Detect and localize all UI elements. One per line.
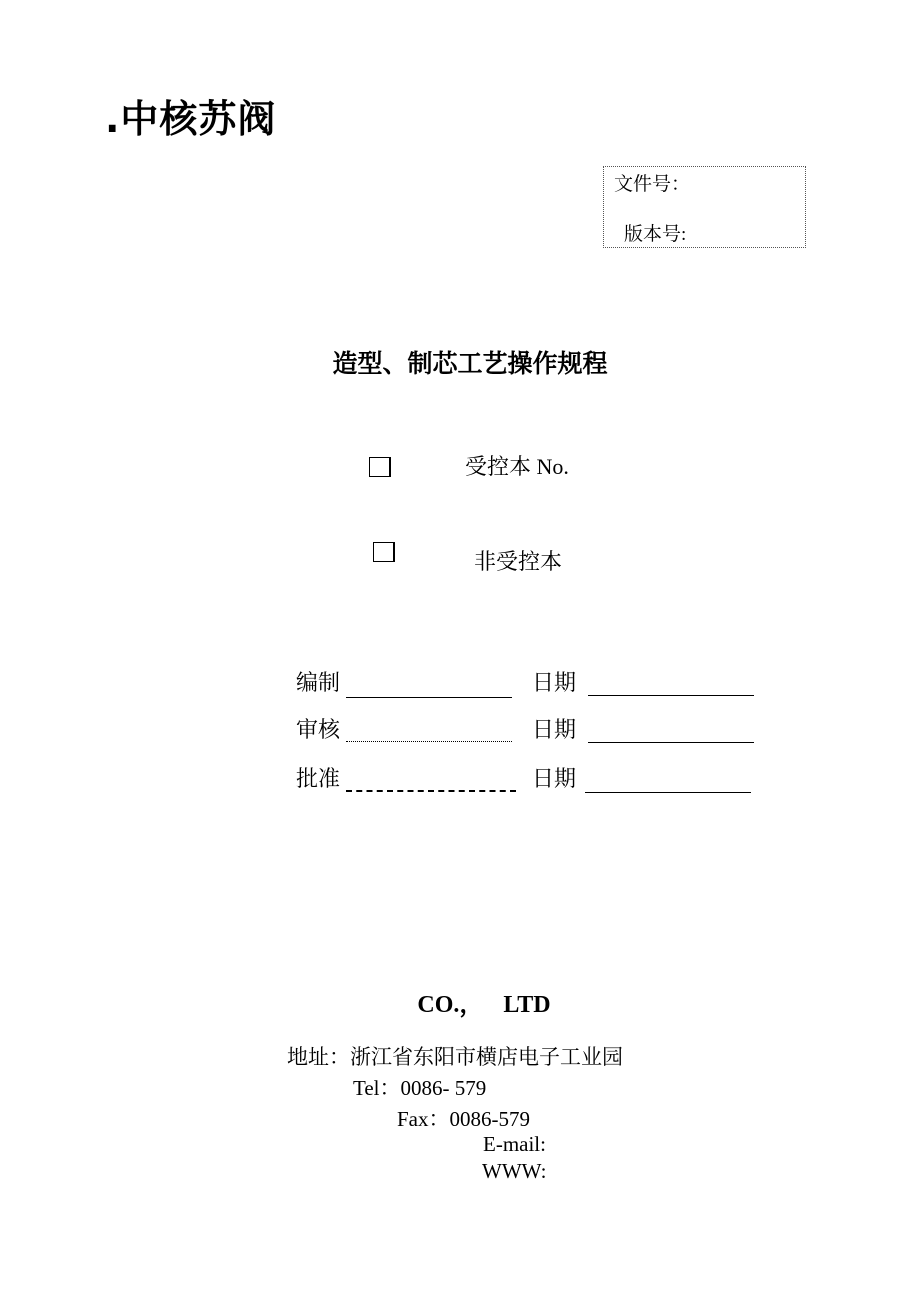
approved-by-label: 批准 bbox=[296, 766, 341, 791]
doc-number-label: 文件号： bbox=[614, 174, 691, 195]
approved-by-line[interactable] bbox=[346, 790, 516, 792]
prepared-date-line[interactable] bbox=[588, 695, 754, 696]
document-title: 造型、制芯工艺操作规程 bbox=[332, 349, 608, 378]
controlled-copy-label: 受控本 No. bbox=[465, 454, 569, 479]
company-name: .中核苏阀 bbox=[105, 97, 277, 141]
prepared-date-label: 日期 bbox=[532, 670, 577, 695]
approved-date-label: 日期 bbox=[532, 766, 577, 791]
prepared-by-line[interactable] bbox=[346, 697, 512, 698]
document-info-box bbox=[603, 166, 806, 248]
reviewed-by-label: 审核 bbox=[296, 717, 341, 742]
approved-date-line[interactable] bbox=[585, 792, 751, 793]
telephone: Tel：0086- 579 bbox=[353, 1076, 487, 1100]
address: 地址：浙江省东阳市横店电子工业园 bbox=[287, 1045, 623, 1069]
reviewed-by-line[interactable] bbox=[346, 741, 512, 742]
fax: Fax：0086-579 bbox=[397, 1107, 530, 1131]
controlled-copy-checkbox[interactable] bbox=[369, 457, 391, 477]
company-suffix: CO.， LTD bbox=[417, 992, 551, 1018]
website: WWW: bbox=[482, 1159, 547, 1183]
version-number-label: 版本号: bbox=[624, 224, 687, 245]
uncontrolled-copy-label: 非受控本 bbox=[474, 549, 563, 574]
reviewed-date-line[interactable] bbox=[588, 742, 754, 743]
email: E-mail: bbox=[483, 1132, 546, 1156]
reviewed-date-label: 日期 bbox=[532, 717, 577, 742]
prepared-by-label: 编制 bbox=[296, 670, 341, 695]
uncontrolled-copy-checkbox[interactable] bbox=[373, 542, 395, 562]
